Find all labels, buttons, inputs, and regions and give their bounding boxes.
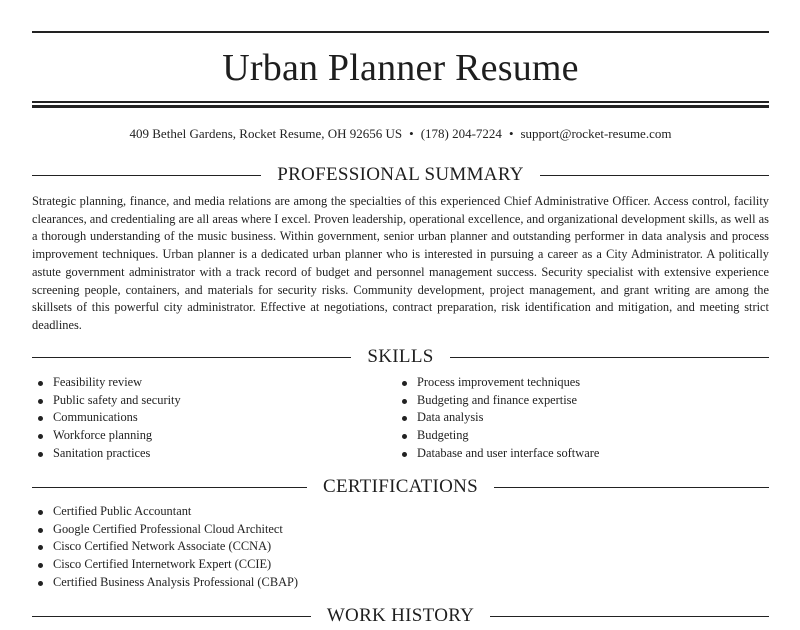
bullet-icon bbox=[38, 452, 43, 457]
section-rule-right bbox=[490, 616, 769, 617]
certifications-heading: CERTIFICATIONS bbox=[322, 476, 479, 497]
skills-section-header bbox=[32, 345, 769, 369]
bullet-icon bbox=[402, 416, 407, 421]
skill-item: Budgeting and finance expertise bbox=[396, 392, 599, 410]
contact-address: 409 Bethel Gardens, Rocket Resume, OH 92656 US bbox=[129, 126, 403, 141]
top-divider bbox=[32, 31, 769, 33]
bullet-icon bbox=[38, 545, 43, 550]
resume-title: Urban Planner Resume bbox=[222, 47, 579, 89]
certification-item: Cisco Certified Internetwork Expert (CCIE) bbox=[32, 556, 298, 574]
skills-heading: SKILLS bbox=[367, 346, 434, 367]
section-rule-left bbox=[32, 487, 307, 488]
skill-item: Data analysis bbox=[396, 409, 599, 427]
section-rule-right bbox=[494, 487, 769, 488]
bullet-icon bbox=[38, 528, 43, 533]
bullet-icon bbox=[402, 452, 407, 457]
bullet-icon bbox=[402, 399, 407, 404]
skill-item: Feasibility review bbox=[32, 374, 181, 392]
bullet-icon bbox=[38, 581, 43, 586]
skills-list-right bbox=[396, 374, 599, 463]
certifications-section-header bbox=[32, 475, 769, 499]
section-rule-right bbox=[450, 357, 769, 358]
certification-item: Certified Business Analysis Professional (CBAP) bbox=[32, 574, 298, 592]
contact-separator: • bbox=[409, 126, 414, 141]
summary-text: Strategic planning, finance, and media relations are among the specialties of this experienced Chief Administrative Officer. Access control, facility clearances, and credentialing are all areas where I excel. Proven leadership, operational excellence, and organizational development skills, as well as a thorough understanding of the music business. Within government, senior urban planner and outstanding performer in data analysis and process improvement techniques. Urban planner is a dedicated urban planner who is interested in pursuing a career as a City Administrator. A politically astute government administrator with a track record of budget and personnel management success. Security specialist with extensive experience screening people, containers, and materials for security risks. Community development, project management, and grant writing are among the skillsets of this powerful city administrator. Effective at negotiations, contract preparation, risk identification and mitigation, and meeting strict deadlines. bbox=[32, 194, 769, 332]
summary-heading: PROFESSIONAL SUMMARY bbox=[277, 164, 524, 185]
bullet-icon bbox=[38, 563, 43, 568]
bullet-icon bbox=[38, 381, 43, 386]
summary-section-header bbox=[32, 163, 769, 187]
skill-item: Communications bbox=[32, 409, 181, 427]
skill-item: Workforce planning bbox=[32, 427, 181, 445]
title-divider-lower bbox=[32, 105, 769, 108]
contact-phone: (178) 204-7224 bbox=[420, 126, 502, 141]
bullet-icon bbox=[38, 434, 43, 439]
skill-item: Process improvement techniques bbox=[396, 374, 599, 392]
certification-item: Cisco Certified Network Associate (CCNA) bbox=[32, 538, 298, 556]
work-history-heading: WORK HISTORY bbox=[326, 605, 475, 626]
skill-item: Public safety and security bbox=[32, 392, 181, 410]
skill-item: Sanitation practices bbox=[32, 445, 181, 463]
section-rule-left bbox=[32, 357, 351, 358]
contact-email: support@rocket-resume.com bbox=[520, 126, 672, 141]
bullet-icon bbox=[38, 510, 43, 515]
section-rule-left bbox=[32, 175, 261, 176]
skills-list-left bbox=[32, 374, 181, 463]
contact-line bbox=[32, 125, 769, 143]
skill-item: Budgeting bbox=[396, 427, 599, 445]
bullet-icon bbox=[402, 381, 407, 386]
bullet-icon bbox=[38, 399, 43, 404]
section-rule-left bbox=[32, 616, 311, 617]
section-rule-right bbox=[540, 175, 769, 176]
certification-item: Certified Public Accountant bbox=[32, 503, 298, 521]
bullet-icon bbox=[38, 416, 43, 421]
certification-item: Google Certified Professional Cloud Architect bbox=[32, 521, 298, 539]
bullet-icon bbox=[402, 434, 407, 439]
skill-item: Database and user interface software bbox=[396, 445, 599, 463]
certifications-list bbox=[32, 503, 298, 592]
work-history-section-header bbox=[32, 604, 769, 628]
title-divider-upper bbox=[32, 101, 769, 103]
contact-separator: • bbox=[508, 126, 514, 141]
